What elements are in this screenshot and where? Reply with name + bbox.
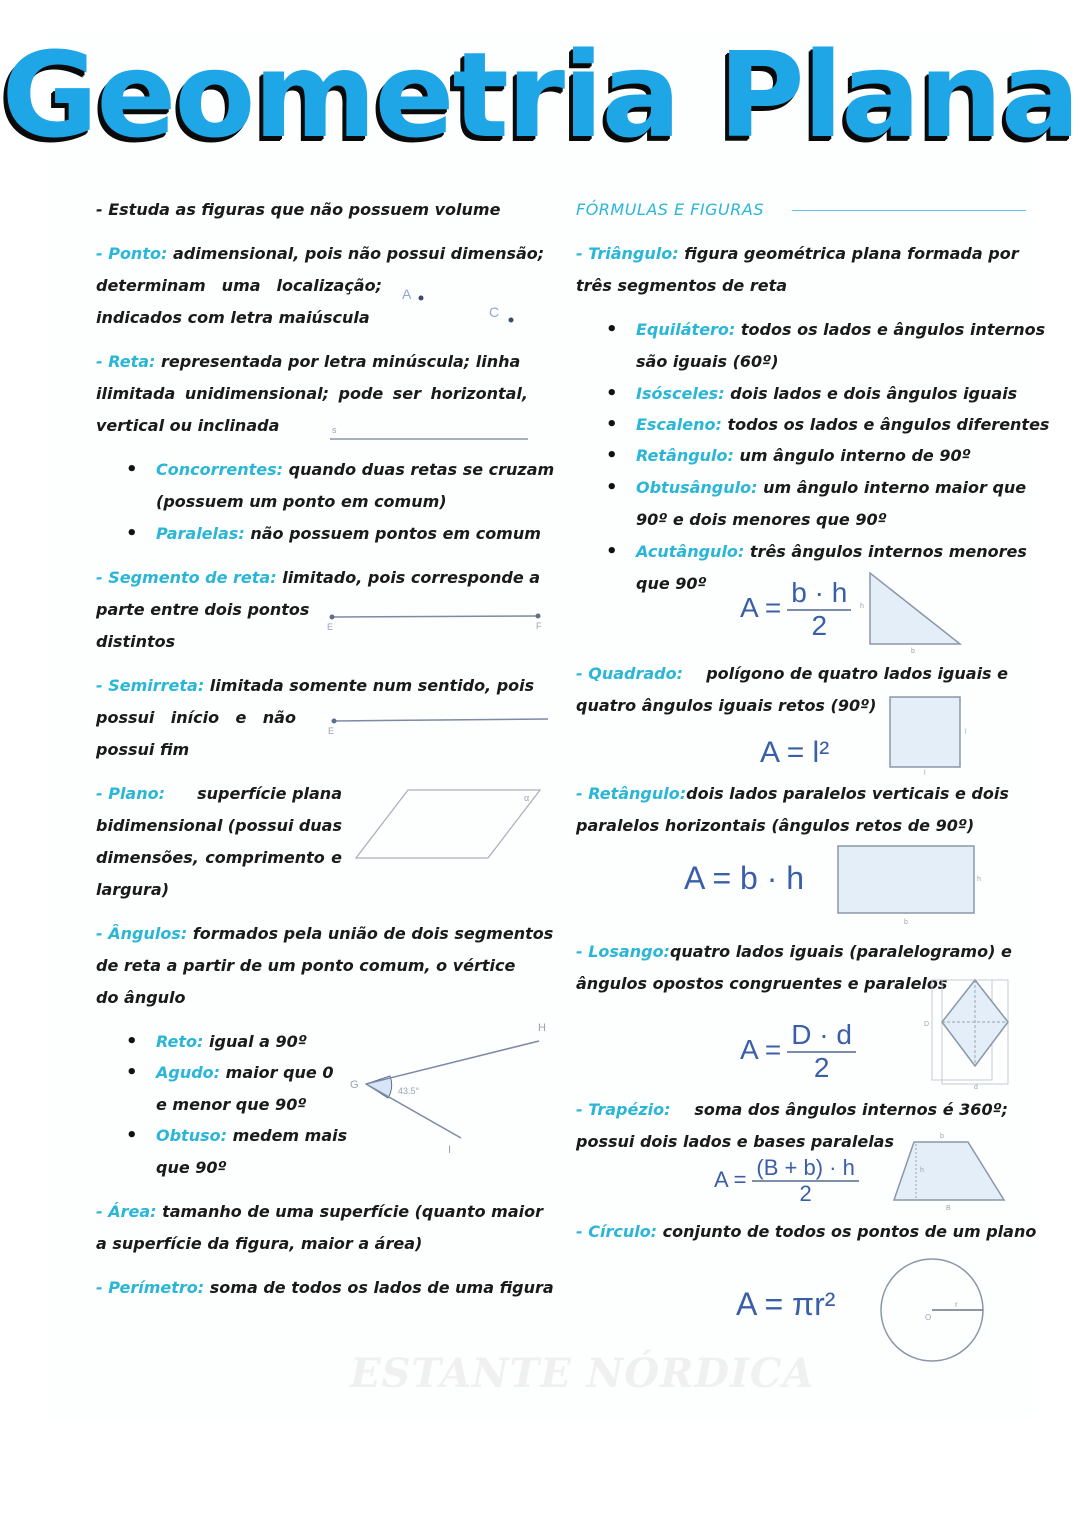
list-item-obtusangulo: • Obtusângulo: um ângulo interno maior que	[636, 478, 1026, 498]
square-area-formula: A = l²	[760, 736, 830, 769]
svg-text:O: O	[925, 1313, 932, 1322]
retangulo-line-2: paralelos horizontais (ângulos retos de 90º)	[576, 816, 975, 835]
plano-keyword: - Plano:	[96, 784, 165, 803]
plano-line-3: dimensões, comprimento e	[96, 848, 342, 867]
plane-figure	[356, 788, 546, 863]
circle-figure	[880, 1258, 1020, 1368]
svg-text:F: F	[536, 621, 542, 631]
trapezio-keyword: - Trapézio:	[576, 1100, 671, 1119]
svg-text:r: r	[955, 1300, 958, 1309]
svg-text:I: I	[448, 1144, 452, 1156]
svg-text:E: E	[327, 622, 334, 632]
points-figure	[400, 282, 530, 327]
svg-text:b: b	[940, 1133, 944, 1140]
angle-figure	[348, 1018, 558, 1158]
retangulo-keyword: - Retângulo:	[576, 784, 687, 803]
quadrado-line-1: - Quadrado: polígono de quatro lados iguais e	[576, 664, 1008, 683]
circulo-keyword: - Círculo:	[576, 1222, 658, 1241]
trapezio-line-1: - Trapézio: soma dos ângulos internos é 360º;	[576, 1100, 1008, 1119]
segment-figure	[326, 608, 546, 633]
page-title: Geometria Plana	[1, 26, 1079, 164]
triangle-area-formula: A = $\frac{b \cdot h}{2}$	[740, 578, 851, 642]
retangulo-line-1: - Retângulo: dois lados paralelos verticais e dois	[576, 784, 1009, 803]
svg-text:l: l	[924, 770, 926, 777]
svg-text:l: l	[965, 729, 967, 736]
semirreta-line-1: - Semirreta: limitada somente num sentido, pois	[96, 676, 535, 695]
line-figure	[330, 424, 530, 444]
area-line-1: - Área: tamanho de uma superfície (quanto maior	[96, 1202, 544, 1221]
list-item-acutangulo: • Acutângulo: três ângulos internos menores	[636, 542, 1027, 562]
list-item-obtusangulo-cont: 90º e dois menores que 90º	[636, 510, 887, 529]
rectangle-area-formula: A = b · h	[684, 860, 805, 896]
circulo-line-1: - Círculo: conjunto de todos os pontos de um plano	[576, 1222, 1037, 1241]
section-header: FÓRMULAS E FIGURAS	[576, 200, 764, 219]
svg-text:D: D	[924, 1021, 930, 1028]
trapezio-line-2: possui dois lados e bases paralelas	[576, 1132, 894, 1151]
reta-line-3: vertical ou inclinada	[96, 416, 280, 435]
list-item-equilatero-cont: são iguais (60º)	[636, 352, 779, 371]
semirreta-line-3: possui fim	[96, 740, 190, 759]
triangulo-line-2: três segmentos de reta	[576, 276, 788, 295]
list-item-acutangulo-cont: que 90º	[636, 574, 707, 593]
losango-line-2: ângulos opostos congruentes e paralelos	[576, 974, 948, 993]
losango-keyword: - Losango:	[576, 942, 670, 961]
segmento-line-3: distintos	[96, 632, 176, 651]
ponto-keyword: - Ponto:	[96, 244, 168, 263]
rectangle-figure	[836, 844, 996, 926]
list-item-reto: • Reto: igual a 90º	[156, 1032, 307, 1052]
svg-text:s: s	[332, 425, 337, 435]
losango-line-1: - Losango: quatro lados iguais (paralelogramo) e	[576, 942, 1012, 961]
triangulo-keyword: - Triângulo:	[576, 244, 679, 263]
ponto-line-3: indicados com letra maiúscula	[96, 308, 370, 327]
svg-text:b: b	[911, 648, 915, 655]
svg-text:E: E	[328, 726, 335, 736]
list-item-isosceles: • Isósceles: dois lados e dois ângulos iguais	[636, 384, 1017, 404]
ray-figure	[326, 712, 551, 737]
rhombus-figure	[920, 978, 1010, 1090]
list-item-concorrentes: • Concorrentes: quando duas retas se cruzam	[156, 460, 554, 480]
segmento-keyword: - Segmento de reta:	[96, 568, 277, 587]
trapezoid-figure	[890, 1130, 1010, 1212]
segmento-line-1: - Segmento de reta: limitado, pois corresponde a	[96, 568, 541, 587]
ponto-line-1: - Ponto: adimensional, pois não possui dimensão;	[96, 244, 545, 263]
svg-text:h: h	[977, 876, 981, 883]
list-item-agudo: • Agudo: maior que 0	[156, 1063, 333, 1083]
svg-text:h: h	[920, 1167, 924, 1174]
svg-text:α: α	[524, 793, 530, 803]
svg-text:43.5°: 43.5°	[398, 1086, 420, 1096]
svg-text:C: C	[489, 304, 500, 320]
list-item-retangulo-tri: • Retângulo: um ângulo interno de 90º	[636, 446, 971, 466]
segmento-line-2: parte entre dois pontos	[96, 600, 310, 619]
square-figure	[886, 694, 976, 776]
list-item-escaleno: • Escaleno: todos os lados e ângulos diferentes	[636, 415, 1049, 435]
semirreta-keyword: - Semirreta:	[96, 676, 205, 695]
reta-line-1: - Reta: representada por letra minúscula; linha	[96, 352, 521, 371]
svg-text:A: A	[402, 286, 412, 302]
list-item-concorrentes-cont: (possuem um ponto em comum)	[156, 492, 447, 511]
area-line-2: a superfície da figura, maior a área)	[96, 1234, 423, 1253]
watermark: ESTANTE NÓRDICA	[350, 1350, 815, 1397]
header-divider	[792, 210, 1026, 211]
svg-text:h: h	[860, 603, 864, 610]
intro-text: - Estuda as figuras que não possuem volume	[96, 200, 501, 219]
svg-text:B: B	[946, 1205, 951, 1212]
trapezoid-area-formula: A = $\frac{(B + b) \cdot h}{2}$	[714, 1156, 859, 1206]
right-triangle-figure	[858, 570, 968, 654]
circle-area-formula: A = πr²	[736, 1286, 836, 1322]
quadrado-keyword: - Quadrado:	[576, 664, 683, 683]
area-keyword: - Área:	[96, 1202, 157, 1221]
semirreta-line-2: possui início e não	[96, 708, 296, 727]
plano-line-2: bidimensional (possui duas	[96, 816, 342, 835]
svg-text:G: G	[350, 1079, 359, 1091]
ponto-line-2: determinam uma localização;	[96, 276, 382, 295]
list-item-obtuso-cont: que 90º	[156, 1158, 227, 1177]
plano-line-1: - Plano: superfície plana	[96, 784, 342, 803]
angulos-line-1: - Ângulos: formados pela união de dois segmentos	[96, 924, 554, 943]
quadrado-line-2: quatro ângulos iguais retos (90º)	[576, 696, 877, 715]
svg-text:H: H	[538, 1022, 546, 1034]
angulos-line-3: do ângulo	[96, 988, 186, 1007]
reta-line-2: ilimitada unidimensional; pode ser horizontal,	[96, 384, 528, 403]
list-item-equilatero: • Equilátero: todos os lados e ângulos internos	[636, 320, 1045, 340]
rhombus-area-formula: A = $\frac{D \cdot d}{2}$	[740, 1020, 856, 1084]
list-item-agudo-cont: e menor que 90º	[156, 1095, 307, 1114]
reta-keyword: - Reta:	[96, 352, 156, 371]
angulos-line-2: de reta a partir de um ponto comum, o vértice	[96, 956, 516, 975]
perimetro-line-1: - Perímetro: soma de todos os lados de uma figura	[96, 1278, 554, 1297]
perimetro-keyword: - Perímetro:	[96, 1278, 205, 1297]
svg-text:d: d	[974, 1084, 978, 1091]
list-item-paralelas: • Paralelas: não possuem pontos em comum	[156, 524, 541, 544]
list-item-obtuso: • Obtuso: medem mais	[156, 1126, 347, 1146]
triangulo-line-1: - Triângulo: figura geométrica plana formada por	[576, 244, 1019, 263]
plano-line-4: largura)	[96, 880, 170, 899]
svg-text:b: b	[904, 919, 908, 926]
angulos-keyword: - Ângulos:	[96, 924, 188, 943]
